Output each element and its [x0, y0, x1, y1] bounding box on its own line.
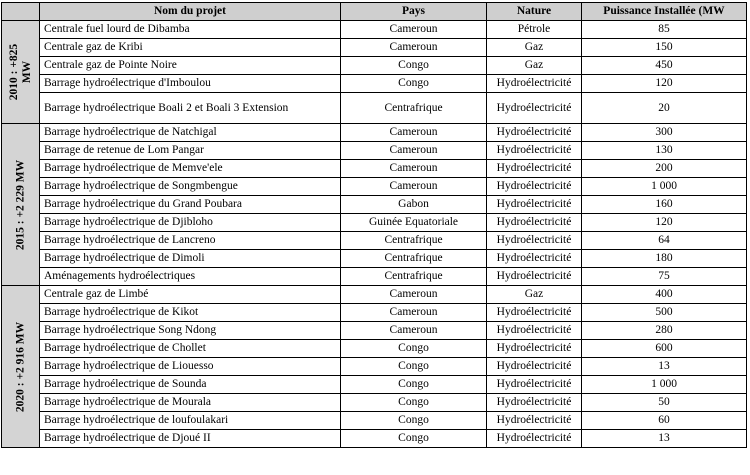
cell-nom: Barrage de retenue de Lom Pangar: [40, 142, 341, 160]
cell-nom: Barrage hydroélectrique de Sounda: [40, 376, 341, 394]
cell-nom: Barrage hydroélectrique de Dimoli: [40, 250, 341, 268]
cell-pays: Congo: [341, 412, 487, 430]
cell-nature: Hydroélectricité: [487, 142, 582, 160]
period-label: [14, 159, 27, 249]
cell-pays: Cameroun: [341, 39, 487, 57]
cell-nom: Centrale fuel lourd de Dibamba: [40, 21, 341, 39]
cell-nom: Aménagements hydroélectriques: [40, 268, 341, 286]
period-label-line1: 2020 : +2 916 MW: [14, 321, 26, 412]
cell-puissance: 13: [582, 430, 747, 448]
cell-puissance: 500: [582, 304, 747, 322]
cell-nom: Barrage hydroélectrique d'Imboulou: [40, 75, 341, 93]
cell-nom: Barrage hydroélectrique de Mourala: [40, 394, 341, 412]
period-label: [8, 44, 34, 100]
cell-nature: Gaz: [487, 39, 582, 57]
cell-nom: Barrage hydroélectrique de Natchigal: [40, 124, 341, 142]
cell-pays: Cameroun: [341, 304, 487, 322]
table-row: [2, 250, 747, 268]
cell-pays: Centrafrique: [341, 93, 487, 124]
table-row: [2, 412, 747, 430]
cell-nature: Gaz: [487, 57, 582, 75]
projects-table: [1, 2, 747, 448]
table-row: [2, 93, 747, 124]
cell-nature: Hydroélectricité: [487, 196, 582, 214]
cell-puissance: 50: [582, 394, 747, 412]
cell-pays: Cameroun: [341, 286, 487, 304]
cell-puissance: 85: [582, 21, 747, 39]
cell-nom: Barrage hydroélectrique de Memve'ele: [40, 160, 341, 178]
cell-pays: Cameroun: [341, 124, 487, 142]
cell-nom: Barrage hydroélectrique de Djoué II: [40, 430, 341, 448]
table-row: [2, 142, 747, 160]
cell-nature: Hydroélectricité: [487, 250, 582, 268]
cell-nature: Hydroélectricité: [487, 322, 582, 340]
cell-pays: Congo: [341, 358, 487, 376]
cell-puissance: 400: [582, 286, 747, 304]
cell-pays: Centrafrique: [341, 268, 487, 286]
table-row: [2, 340, 747, 358]
cell-puissance: 64: [582, 232, 747, 250]
cell-pays: Cameroun: [341, 21, 487, 39]
cell-nature: Hydroélectricité: [487, 268, 582, 286]
cell-puissance: 75: [582, 268, 747, 286]
cell-nom: Centrale gaz de Pointe Noire: [40, 57, 341, 75]
cell-pays: Cameroun: [341, 322, 487, 340]
table-row: [2, 124, 747, 142]
table-row: [2, 286, 747, 304]
cell-pays: Centrafrique: [341, 232, 487, 250]
period-label: [14, 321, 27, 411]
cell-nature: Hydroélectricité: [487, 376, 582, 394]
cell-nom: Barrage hydroélectrique de Chollet: [40, 340, 341, 358]
table-row: [2, 304, 747, 322]
cell-nature: Hydroélectricité: [487, 178, 582, 196]
cell-nom: Barrage hydroélectrique de Songmbengue: [40, 178, 341, 196]
cell-nom: Barrage hydroélectrique de Djibloho: [40, 214, 341, 232]
cell-nature: Gaz: [487, 286, 582, 304]
cell-pays: Centrafrique: [341, 250, 487, 268]
cell-puissance: 1 000: [582, 178, 747, 196]
cell-nom: Centrale gaz de Limbé: [40, 286, 341, 304]
cell-nature: Hydroélectricité: [487, 124, 582, 142]
period-label-cell: [2, 124, 40, 286]
cell-pays: Congo: [341, 376, 487, 394]
cell-puissance: 130: [582, 142, 747, 160]
period-header-cell: [2, 3, 40, 21]
table-row: [2, 376, 747, 394]
cell-puissance: 300: [582, 124, 747, 142]
table-row: [2, 394, 747, 412]
table-row: [2, 430, 747, 448]
header-row: [2, 3, 747, 21]
cell-nature: Hydroélectricité: [487, 430, 582, 448]
cell-nature: Hydroélectricité: [487, 340, 582, 358]
header-pays: Pays: [341, 3, 487, 21]
cell-pays: Gabon: [341, 196, 487, 214]
cell-pays: Congo: [341, 57, 487, 75]
period-label-cell: [2, 21, 40, 124]
table-row: [2, 358, 747, 376]
cell-nom: Barrage hydroélectrique de Lancreno: [40, 232, 341, 250]
table-row: [2, 178, 747, 196]
cell-pays: Cameroun: [341, 142, 487, 160]
cell-puissance: 180: [582, 250, 747, 268]
cell-nature: Hydroélectricité: [487, 412, 582, 430]
cell-puissance: 120: [582, 75, 747, 93]
table-row: [2, 214, 747, 232]
cell-nature: Hydroélectricité: [487, 93, 582, 124]
cell-puissance: 450: [582, 57, 747, 75]
cell-nom: Centrale gaz de Kribi: [40, 39, 341, 57]
cell-pays: Congo: [341, 394, 487, 412]
cell-nom: Barrage hydroélectrique de Kikot: [40, 304, 341, 322]
cell-nature: Pétrole: [487, 21, 582, 39]
cell-nature: Hydroélectricité: [487, 214, 582, 232]
cell-nature: Hydroélectricité: [487, 160, 582, 178]
cell-nom: Barrage hydroélectrique de Liouesso: [40, 358, 341, 376]
cell-pays: Cameroun: [341, 160, 487, 178]
cell-nom: Barrage hydroélectrique du Grand Poubara: [40, 196, 341, 214]
cell-nom: Barrage hydroélectrique Boali 2 et Boali 3 Extension: [40, 93, 341, 124]
cell-puissance: 1 000: [582, 376, 747, 394]
cell-nature: Hydroélectricité: [487, 232, 582, 250]
period-label-line1: 2015 : +2 229 MW: [14, 159, 26, 250]
cell-nature: Hydroélectricité: [487, 394, 582, 412]
cell-nom: Barrage hydroélectrique Song Ndong: [40, 322, 341, 340]
cell-puissance: 200: [582, 160, 747, 178]
table-row: [2, 232, 747, 250]
header-nature: Nature: [487, 3, 582, 21]
table-row: [2, 268, 747, 286]
cell-pays: Congo: [341, 430, 487, 448]
cell-puissance: 280: [582, 322, 747, 340]
period-label-line1: 2010 : +825: [7, 43, 20, 101]
cell-nature: Hydroélectricité: [487, 75, 582, 93]
header-puissance: Puissance Installée (MW: [582, 3, 747, 21]
table-row: [2, 196, 747, 214]
table-row: [2, 75, 747, 93]
period-label-cell: [2, 286, 40, 448]
cell-puissance: 120: [582, 214, 747, 232]
table-row: [2, 160, 747, 178]
cell-nature: Hydroélectricité: [487, 304, 582, 322]
cell-puissance: 60: [582, 412, 747, 430]
cell-nature: Hydroélectricité: [487, 358, 582, 376]
period-label-line2: MW: [20, 60, 33, 84]
header-nom: Nom du projet: [40, 3, 341, 21]
table-body: [2, 21, 747, 448]
table-row: [2, 322, 747, 340]
table-row: [2, 21, 747, 39]
cell-puissance: 600: [582, 340, 747, 358]
cell-puissance: 20: [582, 93, 747, 124]
table-row: [2, 57, 747, 75]
cell-pays: Guinée Equatoriale: [341, 214, 487, 232]
table-row: [2, 39, 747, 57]
cell-pays: Cameroun: [341, 178, 487, 196]
cell-puissance: 160: [582, 196, 747, 214]
cell-pays: Congo: [341, 340, 487, 358]
cell-pays: Congo: [341, 75, 487, 93]
cell-puissance: 150: [582, 39, 747, 57]
cell-puissance: 13: [582, 358, 747, 376]
cell-nom: Barrage hydroélectrique de loufoulakari: [40, 412, 341, 430]
